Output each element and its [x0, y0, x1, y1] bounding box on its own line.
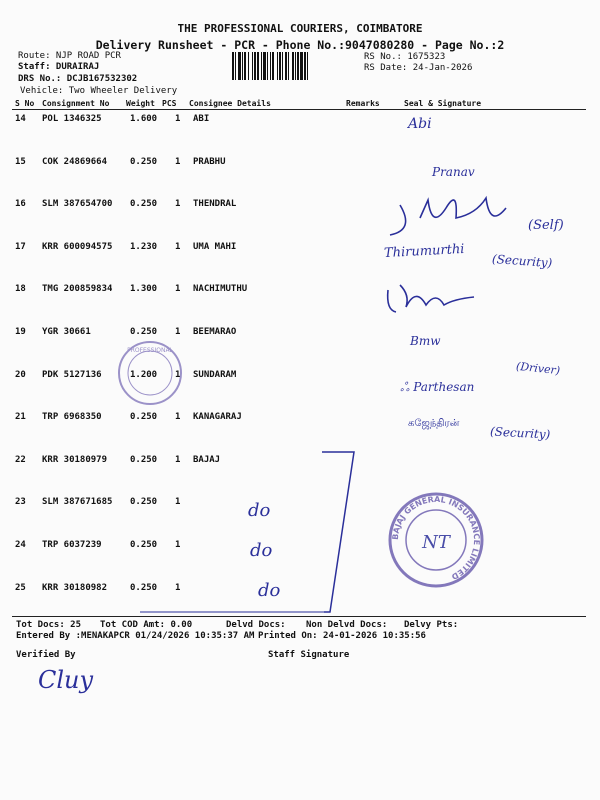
signature-nachimuthu [388, 285, 474, 312]
cell-consignee: SUNDARAM [193, 369, 237, 380]
cell-weight: 1.300 [130, 284, 158, 295]
hand-security-1: (Security) [491, 251, 553, 271]
non-delivered-docs: Non Delvd Docs: [306, 620, 388, 630]
hand-beema: Bmw [410, 334, 441, 348]
cell-sno: 20 [15, 369, 26, 380]
cell-weight: 1.600 [130, 114, 158, 124]
col-pcs: PCS [162, 99, 177, 108]
hand-pranav: Pranav [432, 165, 475, 179]
col-seal: Seal & Signature [404, 99, 482, 108]
cell-sno: 18 [15, 284, 26, 295]
cell-weight: 0.250 [130, 156, 158, 167]
hand-thirumurthi: Thirumurthi [383, 241, 465, 262]
company-title: THE PROFESSIONAL COURIERS, COIMBATORE [177, 22, 423, 35]
right-stamp-ring-path: BAJAJ GENERAL INSURANCE LIMITED [390, 494, 482, 582]
total-docs: Tot Docs: 25 [16, 620, 82, 630]
cell-consignment: YGR 30661 [42, 327, 91, 337]
cell-weight: 1.230 [130, 241, 158, 252]
cell-weight: 0.250 [130, 412, 158, 423]
signature-thendral [390, 198, 506, 235]
cell-pcs: 1 [175, 327, 181, 337]
col-consignment: Consignment No [42, 99, 110, 108]
cell-consignee: THENDRAL [193, 199, 237, 210]
footer-divider [12, 616, 586, 617]
left-stamp-text: PROFESSIONAL [127, 347, 173, 354]
cell-consignee: BEEMARAO [193, 327, 237, 337]
cell-sno: 25 [15, 582, 26, 593]
cell-sno: 21 [15, 412, 26, 423]
verified-by-label: Verified By [16, 650, 76, 660]
cell-weight: 0.250 [130, 199, 158, 210]
cell-sno: 24 [15, 540, 26, 550]
hand-do-3: do [258, 580, 281, 601]
hand-security-2: (Security) [489, 424, 551, 442]
cell-sno: 19 [15, 327, 26, 337]
cell-consignee: KANAGARAJ [193, 412, 242, 423]
cell-consignment: SLM 387654700 [42, 199, 113, 210]
rs-number: RS No.: 1675323 [364, 52, 446, 62]
cell-sno: 14 [15, 114, 26, 124]
cell-consignment: TRP 6037239 [42, 540, 102, 550]
col-sno: S No [15, 99, 35, 108]
cell-consignment: COK 24869664 [42, 156, 108, 167]
cell-consignee: UMA MAHI [193, 241, 237, 252]
cell-pcs: 1 [175, 582, 181, 593]
hand-do-2: do [250, 540, 273, 561]
cell-weight: 0.250 [130, 582, 158, 593]
col-consignee: Consignee Details [189, 99, 271, 108]
cell-consignment: POL 1346325 [42, 114, 102, 124]
rs-date: RS Date: 24-Jan-2026 [364, 63, 473, 73]
cell-pcs: 1 [175, 369, 181, 380]
cell-weight: 0.250 [130, 497, 158, 508]
cell-consignee: NACHIMUTHU [193, 284, 248, 295]
cell-sno: 22 [15, 454, 26, 465]
drs-label: DRS No.: DCJB167532302 [18, 74, 138, 84]
cell-weight: 1.200 [130, 369, 158, 380]
cell-consignment: KRR 30180982 [42, 582, 108, 593]
cell-weight: 0.250 [130, 540, 158, 550]
left-stamp [119, 342, 181, 404]
cell-consignment: PDK 5127136 [42, 369, 102, 380]
cell-pcs: 1 [175, 241, 181, 252]
cell-sno: 16 [15, 199, 26, 210]
printed-on: Printed On: 24-01-2026 10:35:56 [258, 631, 426, 641]
cell-pcs: 1 [175, 412, 181, 423]
cell-pcs: 1 [175, 497, 181, 508]
hand-tamil-name: கஜேந்திரன் [408, 418, 460, 429]
col-remarks: Remarks [346, 99, 380, 108]
route-label: Route: NJP ROAD PCR [18, 51, 121, 61]
entered-by: Entered By :MENAKAPCR 01/24/2026 10:35:37 AM [16, 631, 255, 641]
cell-consignment: TMG 200859834 [42, 284, 113, 295]
cell-consignee: BAJAJ [193, 454, 221, 465]
cell-pcs: 1 [175, 454, 181, 465]
cell-pcs: 1 [175, 540, 181, 550]
cell-consignment: KRR 600094575 [42, 241, 113, 252]
cell-pcs: 1 [175, 114, 181, 124]
staff-label: Staff: DURAIRAJ [18, 62, 100, 72]
cell-weight: 0.250 [130, 454, 158, 465]
cell-consignee: ABI [193, 114, 210, 124]
cell-pcs: 1 [175, 156, 181, 167]
ditto-bracket [322, 452, 354, 612]
hand-do-1: do [248, 500, 271, 521]
cell-consignment: TRP 6968350 [42, 412, 102, 423]
verified-signature: Cluy [38, 666, 94, 694]
cell-pcs: 1 [175, 284, 181, 295]
total-cod-amount: Tot COD Amt: 0.00 [100, 620, 193, 630]
cell-consignment: KRR 30180979 [42, 454, 108, 465]
hand-driver: (Driver) [515, 359, 561, 378]
staff-signature-label: Staff Signature [268, 650, 350, 660]
hand-parthesan: ஃ Parthesan [400, 380, 475, 394]
cell-consignee: PRABHU [193, 156, 226, 167]
cell-consignment: SLM 387671685 [42, 497, 113, 508]
cell-sno: 15 [15, 156, 26, 167]
cell-pcs: 1 [175, 199, 181, 210]
cell-weight: 0.250 [130, 327, 158, 337]
vehicle-label: Vehicle: Two Wheeler Delivery [20, 86, 178, 96]
runsheet-title: Delivery Runsheet - PCR - Phone No.:9047080280 - Page No.:2 [95, 38, 505, 52]
cell-sno: 17 [15, 241, 26, 252]
delivery-points: Delvy Pts: [404, 620, 459, 630]
cell-sno: 23 [15, 497, 26, 508]
delivered-docs: Delvd Docs: [226, 620, 286, 630]
col-weight: Weight [126, 99, 155, 108]
right-stamp [390, 494, 482, 586]
hand-abi: Abi [408, 116, 432, 132]
right-stamp-initials: NT [422, 532, 450, 553]
hand-self: (Self) [528, 218, 564, 233]
